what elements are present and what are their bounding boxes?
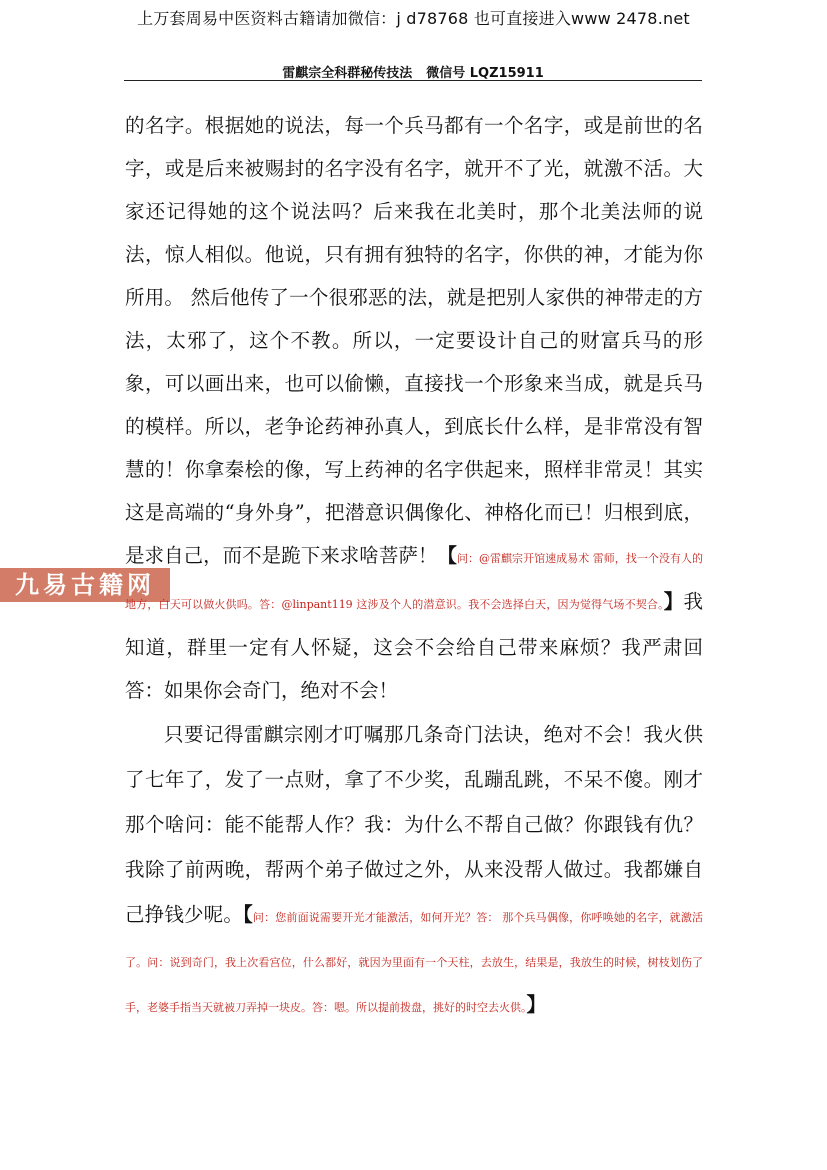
note-close-bracket: 】 — [663, 590, 684, 613]
paragraph-2 — [125, 712, 703, 1027]
paragraph-1-text: 的名字。根据她的说法，每一个兵马都有一个名字，或是前世的名字，或是后来被赐封的名字没有名字，就开不了光，就激不活。大家还记得她的这个说法吗？后来我在北美时，那个北美法师的说法，惊人相似。他说，只有拥有独特的名字，你供的神，才能为你所用。 然后他传了一个很邪恶的法，就是把别人家供的神带走的方法，太邪了，这个不教。所以，一定要设计自己的财富兵马的形象，可以画出来，也可以偷懒，直接找一个形象来当成，就是兵马的模样。所以，老争论药神孙真人，到底长什么样，是非常没有智慧的！你拿秦桧的像，写上药神的名字供起来，照样非常灵！其实这是高端的“身外身”，把潜意识偶像化、神格化而已！归根到底，是求自己，而不是跪下来求啥菩萨！ — [125, 114, 703, 567]
paragraph-2-text: 只要记得雷麒宗刚才叮嘱那几条奇门法诀，绝对不会！我火供了七年了，发了一点财，拿了不少奖，乱蹦乱跳，不呆不傻。刚才那个啥问：能不能帮人作？我：为什么不帮自己做？你跟钱有仇？我除了前两晚，帮两个弟子做过之外，从来没帮人做过。我都嫌自己挣钱少呢。 — [125, 723, 703, 926]
header-title: 雷麒宗全科群秘传技法 — [282, 66, 413, 81]
note-open-bracket: 【 — [437, 544, 457, 567]
note-close-bracket: 】 — [526, 993, 547, 1016]
paragraph-1 — [125, 104, 703, 712]
header-divider — [124, 80, 702, 81]
document-body — [125, 104, 703, 1027]
qa-note-1: 问：@雷麒宗开馆速成易术 雷师，找一个没有人的地方，白天可以做火供吗。答：@linpant119 这涉及个人的潜意识。我不会选择白天，因为觉得气场不契合。 — [125, 552, 703, 611]
running-header — [124, 62, 702, 81]
header-wechat-id: 微信号 LQZ15911 — [426, 66, 544, 81]
top-banner: 上万套周易中医资料古籍请加微信：j d78768 也可直接进入www 2478.net — [137, 9, 690, 28]
paragraph-1-tail: 我知道，群里一定有人怀疑，这会不会给自己带来麻烦？我严肃回答：如果你会奇门，绝对不会！ — [125, 590, 703, 702]
note-open-bracket: 【 — [243, 903, 253, 926]
site-watermark: 九易古籍网 — [0, 568, 170, 602]
qa-note-2: 问：您前面说需要开光才能激活，如何开光？答： 那个兵马偶像，你呼唤她的名字，就激活了。问：说到奇门，我上次看宫位，什么都好，就因为里面有一个天柱，去放生，结果是，我放生的时候，树枝划伤了手，老婆手指当天就被刀弄掉一块皮。答：嗯。所以提前拨盘，挑好的时空去火供。 — [125, 911, 703, 1014]
